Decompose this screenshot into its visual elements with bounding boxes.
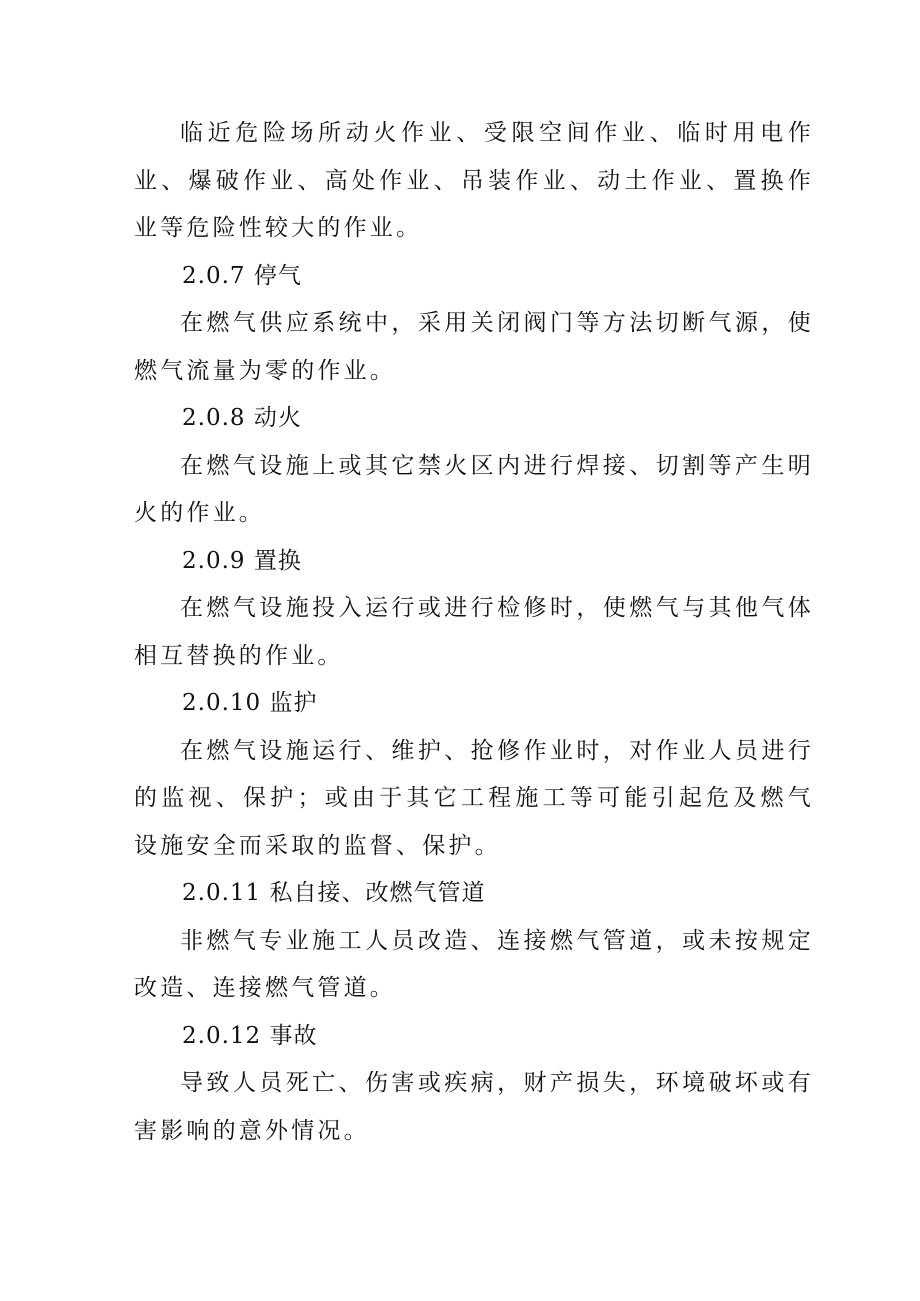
term-heading-hot-work: 2.0.8 动火 [182, 405, 302, 431]
term-heading-supervision: 2.0.10 监护 [182, 690, 318, 716]
paragraph-purging-definition: 在燃气设施投入运行或进行检修时，使燃气与其他气体相互替换的作业。 [134, 595, 814, 669]
paragraph-hot-work-examples: 临近危险场所动火作业、受限空间作业、临时用电作业、爆破作业、高处作业、吊装作业、动土作业、置换作业等危险性较大的作业。 [134, 120, 814, 241]
term-heading-accident: 2.0.12 事故 [182, 1022, 318, 1049]
paragraph-accident-definition: 导致人员死亡、伤害或疾病，财产损失，环境破坏或有害影响的意外情况。 [134, 1070, 814, 1144]
term-heading-purging: 2.0.9 置换 [182, 547, 302, 574]
term-heading-gas-stop: 2.0.7 停气 [182, 262, 302, 289]
paragraph-gas-stop-definition: 在燃气供应系统中，采用关闭阀门等方法切断气源，使燃气流量为零的作业。 [134, 310, 814, 384]
paragraph-supervision-definition: 在燃气设施运行、维护、抢修作业时，对作业人员进行的监视、保护；或由于其它工程施工等可能引起危及燃气设施安全而采取的监督、保护。 [134, 737, 814, 859]
document-page [134, 110, 814, 1155]
term-heading-unauthorized-pipeline: 2.0.11 私自接、改燃气管道 [182, 880, 486, 906]
paragraph-hot-work-definition: 在燃气设施上或其它禁火区内进行焊接、切割等产生明火的作业。 [134, 452, 814, 526]
paragraph-unauthorized-pipeline-definition: 非燃气专业施工人员改造、连接燃气管道，或未按规定改造、连接燃气管道。 [134, 927, 814, 1001]
